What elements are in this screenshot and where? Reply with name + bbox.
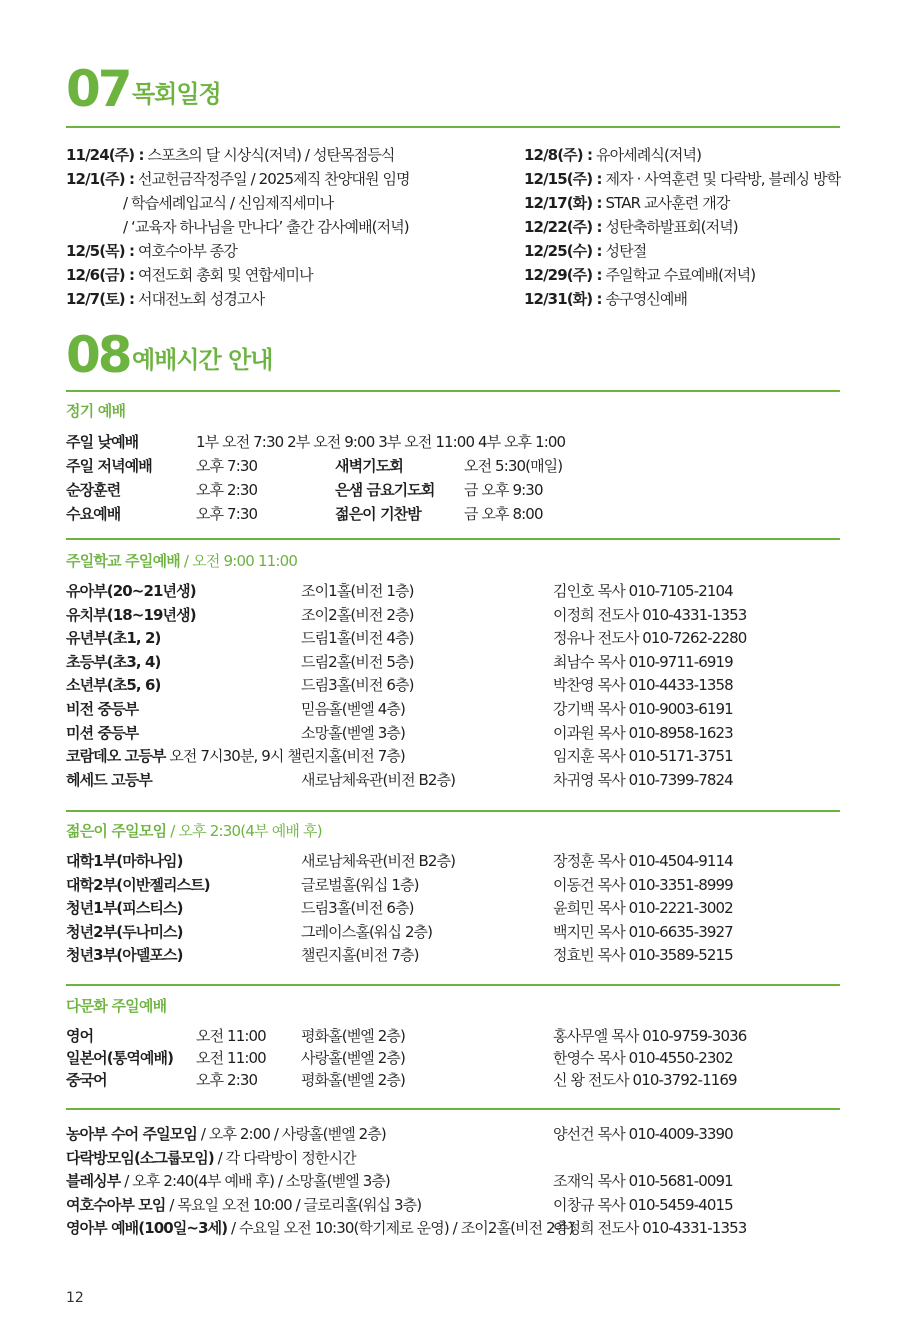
meeting-row bbox=[66, 1124, 386, 1144]
item-text: 성탄축하발표회(저녁) bbox=[601, 218, 738, 236]
service-place: 평화홀(벧엘 2층) bbox=[301, 1027, 405, 1045]
schedule-item bbox=[123, 193, 333, 213]
item-label: 12/25(수) : bbox=[524, 242, 602, 260]
department-name: 청년3부(아델포스) bbox=[66, 946, 183, 965]
item-label: 12/7(토) : bbox=[66, 290, 135, 308]
department-place: 드림1홀(비전 4층) bbox=[301, 629, 414, 648]
department-place: 드림3홀(비전 6층) bbox=[301, 899, 414, 918]
service-name: 순장훈련 bbox=[66, 481, 121, 499]
item-label: 12/22(주) : bbox=[524, 218, 602, 236]
department-contact: 장정훈 목사 010-4504-9114 bbox=[553, 852, 733, 870]
item-text: / 오후 2:40(4부 예배 후) / 소망홀(벧엘 3층) bbox=[120, 1172, 390, 1191]
schedule-item bbox=[524, 289, 687, 309]
service-contact: 한영수 목사 010-4550-2302 bbox=[553, 1049, 733, 1067]
schedule-item bbox=[524, 193, 729, 213]
department-contact: 김인호 목사 010-7105-2104 bbox=[553, 582, 733, 600]
department-contact: 최남수 목사 010-9711-6919 bbox=[553, 652, 733, 671]
subheading-label: 젊은이 주일모임 bbox=[66, 822, 167, 840]
department-place: 챌린지홀(비전 7층) bbox=[301, 946, 419, 965]
service-contact: 홍사무엘 목사 010-9759-3036 bbox=[553, 1027, 747, 1045]
divider bbox=[66, 538, 840, 540]
item-text: / 각 다락방이 정한시간 bbox=[213, 1148, 356, 1167]
row-time: 1부 오전 7:30 2부 오전 9:00 3부 오전 11:00 4부 오후 1:00 bbox=[196, 433, 566, 451]
item-text: / 학습세례입교식 / 신임제직세미나 bbox=[123, 194, 334, 212]
department-name: 유치부(18~19년생) bbox=[66, 605, 196, 624]
department-place: 새로남체육관(비전 B2층) bbox=[301, 852, 456, 870]
department-contact: 정효빈 목사 010-3589-5215 bbox=[553, 946, 733, 965]
item-label: 12/8(주) : bbox=[524, 146, 593, 164]
department-place: 믿음홀(벧엘 4층) bbox=[301, 700, 405, 718]
department-time: 오전 7시30분, 9시 bbox=[165, 747, 288, 766]
service-time: 오전 11:00 bbox=[196, 1027, 266, 1045]
service-name: 젊은이 기찬밤 bbox=[335, 505, 421, 523]
department-name: 초등부(초3, 4) bbox=[66, 652, 161, 671]
divider bbox=[66, 390, 840, 392]
service-name: 주일 저녁예배 bbox=[66, 457, 152, 475]
department-name: 비전 중등부 bbox=[66, 700, 139, 718]
meeting-contact: 조재익 목사 010-5681-0091 bbox=[553, 1172, 733, 1191]
item-text: 서대전노회 성경고사 bbox=[134, 290, 265, 308]
schedule-item bbox=[524, 217, 738, 237]
schedule-item bbox=[524, 265, 755, 285]
service-time: 오후 2:30 bbox=[196, 1071, 258, 1089]
schedule-item bbox=[66, 241, 237, 261]
department-name: 소년부(초5, 6) bbox=[66, 676, 161, 695]
item-text: / 수요일 오전 10:30(학기제로 운영) / 조이2홀(비전 2층) bbox=[227, 1219, 574, 1238]
item-text: 성탄절 bbox=[601, 242, 647, 260]
service-time: 금 오후 9:30 bbox=[464, 481, 543, 499]
item-text: 송구영신예배 bbox=[601, 290, 688, 308]
schedule-item bbox=[524, 241, 646, 261]
service-place: 사랑홀(벧엘 2층) bbox=[301, 1049, 405, 1067]
department-name: 청년1부(피스티스) bbox=[66, 899, 183, 918]
item-text: 주일학교 수료예배(저녁) bbox=[601, 266, 756, 284]
department-contact: 박찬영 목사 010-4433-1358 bbox=[553, 676, 733, 695]
item-label: 12/5(목) : bbox=[66, 242, 135, 260]
item-label: 11/24(주) : bbox=[66, 146, 144, 164]
item-label: 12/6(금) : bbox=[66, 266, 135, 284]
item-label: 블레싱부 bbox=[66, 1172, 121, 1191]
department-name: 대학1부(마하나임) bbox=[66, 852, 183, 870]
department-contact: 정유나 전도사 010-7262-2280 bbox=[553, 629, 747, 648]
department-place: 드림3홀(비전 6층) bbox=[301, 676, 414, 695]
item-label: 12/31(화) : bbox=[524, 290, 602, 308]
meeting-contact: 이정희 전도사 010-4331-1353 bbox=[553, 1219, 747, 1238]
item-label: 여호수아부 모임 bbox=[66, 1195, 166, 1214]
item-label: 농아부 수어 주일모임 bbox=[66, 1125, 197, 1143]
schedule-item bbox=[524, 169, 840, 189]
meeting-row bbox=[66, 1171, 390, 1191]
section-title-worship: 예배시간 안내 bbox=[132, 346, 273, 374]
department-name: 유년부(초1, 2) bbox=[66, 629, 161, 648]
item-text: 여전도회 총회 및 연합세미나 bbox=[134, 266, 313, 284]
service-time: 오후 7:30 bbox=[196, 457, 258, 475]
schedule-item bbox=[66, 265, 313, 285]
meeting-row bbox=[66, 1218, 573, 1238]
department-contact: 이동건 목사 010-3351-8999 bbox=[553, 875, 733, 894]
department-place: 새로남체육관(비전 B2층) bbox=[301, 770, 456, 789]
department-row bbox=[66, 746, 405, 766]
row-name: 주일 낮예배 bbox=[66, 433, 139, 451]
meeting-row bbox=[66, 1148, 356, 1168]
item-label: 12/29(주) : bbox=[524, 266, 602, 284]
schedule-item bbox=[66, 145, 395, 165]
item-label: 12/15(주) : bbox=[524, 170, 602, 188]
service-time: 오전 11:00 bbox=[196, 1049, 266, 1067]
service-name: 은샘 금요기도회 bbox=[335, 481, 435, 499]
subheading-time: / 오전 9:00 11:00 bbox=[179, 552, 298, 570]
item-text: / 목요일 오전 10:00 / 글로리홀(워십 3층) bbox=[165, 1195, 422, 1214]
item-text: / ‘교육자 하나님을 만나다’ 출간 감사예배(저녁) bbox=[123, 218, 409, 236]
language-name: 중국어 bbox=[66, 1071, 107, 1089]
department-contact: 강기백 목사 010-9003-6191 bbox=[553, 700, 733, 718]
page-number: 12 bbox=[66, 1290, 84, 1306]
language-name: 영어 bbox=[66, 1027, 94, 1045]
item-label: 12/1(주) : bbox=[66, 170, 135, 188]
subheading-young-adults bbox=[66, 820, 322, 841]
department-place: 드림2홀(비전 5층) bbox=[301, 652, 414, 671]
divider bbox=[66, 1108, 840, 1110]
service-time: 금 오후 8:00 bbox=[464, 505, 543, 523]
department-place: 소망홀(벧엘 3층) bbox=[301, 723, 405, 742]
item-label: 12/17(화) : bbox=[524, 194, 602, 212]
department-contact: 백지민 목사 010-6635-3927 bbox=[553, 922, 733, 941]
department-place: 조이1홀(비전 1층) bbox=[301, 582, 414, 600]
schedule-item bbox=[66, 289, 264, 309]
item-text: 선교헌금작정주일 / 2025제직 찬양대원 임명 bbox=[134, 170, 410, 188]
department-name: 코람데오 고등부 bbox=[66, 747, 166, 766]
department-name: 미션 중등부 bbox=[66, 723, 139, 742]
department-name: 대학2부(이반젤리스트) bbox=[66, 875, 210, 894]
service-name: 수요예배 bbox=[66, 505, 121, 523]
subheading-label: 주일학교 주일예배 bbox=[66, 552, 180, 570]
department-place: 챌린지홀(비전 7층) bbox=[287, 747, 405, 766]
item-text: / 오후 2:00 / 사랑홀(벧엘 2층) bbox=[196, 1125, 386, 1143]
service-contact: 신 왕 전도사 010-3792-1169 bbox=[553, 1071, 737, 1089]
subheading-regular: 정기 예배 bbox=[66, 402, 126, 420]
schedule-item bbox=[123, 217, 409, 237]
section-number-07: 07 bbox=[66, 60, 130, 118]
schedule-item bbox=[66, 169, 410, 189]
department-place: 그레이스홀(워십 2층) bbox=[301, 922, 433, 941]
divider bbox=[66, 810, 840, 812]
department-place: 글로벌홀(워십 1층) bbox=[301, 875, 419, 894]
department-contact: 윤희민 목사 010-2221-3002 bbox=[553, 899, 733, 918]
item-text: 여호수아부 종강 bbox=[134, 242, 237, 260]
item-label: 영아부 예배(100일~3세) bbox=[66, 1219, 228, 1238]
service-time: 오후 7:30 bbox=[196, 505, 258, 523]
service-name: 새벽기도회 bbox=[335, 457, 403, 475]
department-contact: 이과원 목사 010-8958-1623 bbox=[553, 723, 733, 742]
subheading-multicultural: 다문화 주일예배 bbox=[66, 997, 167, 1015]
subheading-sunday-school bbox=[66, 550, 297, 571]
service-place: 평화홀(벧엘 2층) bbox=[301, 1071, 405, 1089]
service-time: 오후 2:30 bbox=[196, 481, 258, 499]
item-text: STAR 교사훈련 개강 bbox=[601, 194, 730, 212]
meeting-contact: 양선건 목사 010-4009-3390 bbox=[553, 1125, 733, 1143]
service-time: 오전 5:30(매일) bbox=[464, 457, 563, 475]
item-text: 제자 · 사역훈련 및 다락방, 블레싱 방학 bbox=[601, 170, 841, 188]
meeting-row bbox=[66, 1195, 421, 1215]
department-contact: 임지훈 목사 010-5171-3751 bbox=[553, 747, 733, 766]
item-label: 다락방모임(소그룹모임) bbox=[66, 1148, 214, 1167]
language-name: 일본어(통역예배) bbox=[66, 1049, 174, 1067]
meeting-contact: 이창규 목사 010-5459-4015 bbox=[553, 1195, 733, 1214]
department-name: 유아부(20~21년생) bbox=[66, 582, 196, 600]
divider bbox=[66, 984, 840, 986]
section-number-08: 08 bbox=[66, 326, 130, 384]
department-contact: 이정희 전도사 010-4331-1353 bbox=[553, 605, 747, 624]
department-name: 청년2부(두나미스) bbox=[66, 922, 183, 941]
section-title-schedule: 목회일정 bbox=[132, 80, 221, 108]
item-text: 유아세례식(저녁) bbox=[592, 146, 702, 164]
divider bbox=[66, 126, 840, 128]
department-place: 조이2홀(비전 2층) bbox=[301, 605, 414, 624]
item-text: 스포츠의 달 시상식(저녁) / 성탄목점등식 bbox=[143, 146, 395, 164]
department-contact: 차귀영 목사 010-7399-7824 bbox=[553, 770, 733, 789]
schedule-item bbox=[524, 145, 701, 165]
department-name: 헤세드 고등부 bbox=[66, 770, 152, 789]
subheading-time: / 오후 2:30(4부 예배 후) bbox=[166, 822, 322, 840]
